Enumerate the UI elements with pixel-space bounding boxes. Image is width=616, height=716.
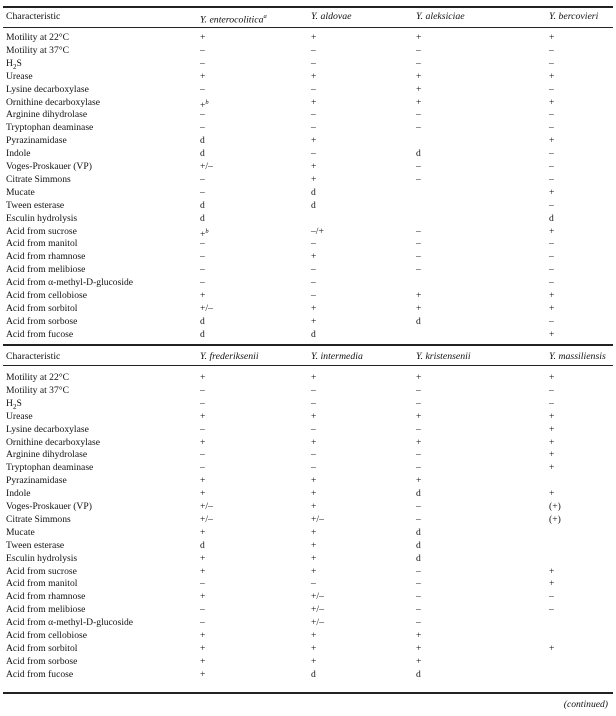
cell-species-3: – [416, 161, 421, 172]
table-row [0, 590, 616, 603]
table-row [0, 642, 616, 655]
table-row [0, 276, 616, 289]
cell-species-2: – [311, 578, 316, 590]
cell-species-4: – [549, 315, 554, 327]
cell-species-4: + [549, 302, 555, 314]
table-row [0, 70, 616, 83]
header-species-2: Y. aldovae [311, 11, 352, 22]
row-label: Acid from sucrose [6, 565, 77, 577]
cell-species-4: + [549, 423, 555, 435]
header-species-1: Y. frederiksenii [200, 351, 259, 362]
cell-species-2: + [311, 436, 317, 448]
cell-species-1: – [200, 186, 205, 198]
cell-species-4: + [549, 70, 555, 82]
header-rule-2 [3, 365, 613, 366]
header-species-1: Y. enterocolitica$^a$ [200, 13, 267, 26]
cell-species-3: + [416, 290, 422, 301]
row-label: Ornithine decarboxylase [6, 436, 101, 448]
cell-species-2: – [311, 449, 316, 461]
row-label: Esculin hydrolysis [6, 552, 78, 564]
row-label: Acid from rhamnose [6, 251, 86, 263]
cell-species-3: + [416, 655, 422, 667]
cell-species-2: – [311, 44, 316, 56]
cell-species-2: + [311, 135, 317, 147]
header-species-4: Y. bercovieri [549, 11, 599, 22]
table-row [0, 160, 616, 173]
cell-species-4: – [549, 264, 554, 276]
cell-species-2: – [311, 384, 316, 396]
table-row [0, 474, 616, 487]
table-row [0, 212, 616, 225]
cell-species-4: – [549, 44, 554, 56]
cell-species-1: + [200, 475, 206, 487]
cell-species-4: – [549, 109, 554, 121]
row-label: Acid from sorbose [6, 315, 78, 327]
cell-species-3: – [416, 423, 421, 435]
cell-species-3: – [416, 513, 421, 525]
header-row [0, 10, 616, 26]
cell-species-3: + [416, 302, 422, 314]
table-row [0, 526, 616, 539]
header-characteristic: Characteristic [6, 351, 61, 362]
table-row [0, 461, 616, 474]
row-label: Acid from manitol [6, 238, 78, 250]
row-label: Pyrazinamidase [6, 475, 67, 487]
row-label: Arginine dihydrolase [6, 449, 88, 461]
cell-species-2: + [311, 173, 317, 185]
cell-species-4: – [549, 122, 554, 134]
cell-species-4: – [549, 238, 554, 250]
cell-species-2: – [311, 423, 316, 435]
table-row [0, 302, 616, 315]
top-rule [3, 6, 613, 8]
table-row [0, 263, 616, 276]
row-label: Acid from fucose [6, 668, 74, 680]
cell-species-4: – [549, 604, 554, 616]
table-row [0, 436, 616, 449]
cell-species-1: + [200, 642, 206, 654]
cell-species-1: + [200, 436, 206, 448]
cell-species-2: + [311, 642, 317, 654]
header-species-3: Y. aleksiciae [416, 11, 465, 22]
cell-species-3: – [416, 238, 421, 250]
table-row [0, 315, 616, 328]
cell-species-2: – [311, 57, 316, 69]
cell-species-2: +/– [311, 591, 324, 603]
cell-species-1: + [200, 488, 206, 500]
cell-species-1: d [200, 199, 205, 211]
cell-species-1: – [200, 251, 205, 263]
table-row [0, 31, 616, 44]
cell-species-1: d [200, 135, 205, 147]
cell-species-4: d [549, 212, 554, 224]
row-label: Motility at 22°C [6, 372, 70, 383]
cell-species-3: – [416, 264, 421, 276]
cell-species-4: – [549, 148, 554, 160]
row-label: Acid from manitol [6, 578, 78, 590]
cell-species-2: – [311, 148, 316, 160]
cell-species-3: – [416, 449, 421, 461]
cell-species-2: + [311, 251, 317, 263]
cell-species-2: + [311, 526, 317, 538]
row-label: Acid from α-methyl-D-glucoside [6, 277, 134, 289]
table-row [0, 603, 616, 616]
table-row [0, 57, 616, 70]
row-label: Motility at 37°C [6, 44, 70, 56]
cell-species-1: + [200, 290, 206, 301]
cell-species-1: +/– [200, 513, 213, 525]
row-label: $H_2S$ [6, 397, 22, 411]
cell-species-3: – [416, 501, 421, 512]
table-row [0, 384, 616, 397]
cell-species-2: + [311, 161, 317, 172]
cell-species-1: + [200, 70, 206, 82]
cell-species-2: – [311, 290, 316, 301]
cell-species-4: – [549, 57, 554, 69]
cell-species-4: + [549, 290, 555, 301]
cell-species-3: d [416, 148, 421, 160]
cell-species-1: d [200, 212, 205, 224]
cell-species-2: + [311, 501, 317, 512]
table-row [0, 237, 616, 250]
table-row [0, 616, 616, 629]
cell-species-3: – [416, 251, 421, 263]
cell-species-3: d [416, 315, 421, 327]
cell-species-1: – [200, 83, 205, 95]
row-label: Acid from fucose [6, 328, 74, 340]
cell-species-4: + [549, 410, 555, 422]
cell-species-1: d [200, 328, 205, 340]
header-species-3: Y. kristensenii [416, 351, 471, 362]
cell-species-1: d [200, 539, 205, 551]
header-species-2: Y. intermedia [311, 351, 363, 362]
cell-species-2: –/+ [311, 225, 324, 237]
table-row [0, 500, 616, 513]
row-label: Acid from melibiose [6, 604, 86, 616]
cell-species-1: +$^b$ [200, 98, 209, 111]
cell-species-3: + [416, 630, 422, 641]
cell-species-1: – [200, 109, 205, 121]
row-label: Citrate Simmons [6, 513, 71, 525]
cell-species-1: + [200, 565, 206, 577]
row-label: Tween esterase [6, 539, 65, 551]
cell-species-4: + [549, 488, 555, 500]
cell-species-3: – [416, 109, 421, 121]
table-row [0, 552, 616, 565]
cell-species-1: +$^b$ [200, 227, 209, 240]
row-label: Acid from sorbitol [6, 642, 78, 654]
cell-species-4: + [549, 372, 555, 383]
cell-species-4: – [549, 591, 554, 603]
cell-species-4: – [549, 83, 554, 95]
row-label: Arginine dihydrolase [6, 109, 88, 121]
cell-species-4: + [549, 32, 555, 43]
row-label: Motility at 37°C [6, 384, 70, 396]
header-species-4: Y. massiliensis [549, 351, 606, 362]
cell-species-3: – [416, 57, 421, 69]
cell-species-1: + [200, 552, 206, 564]
cell-species-1: – [200, 578, 205, 590]
cell-species-2: + [311, 32, 317, 43]
cell-species-4: – [549, 161, 554, 172]
cell-species-1: – [200, 173, 205, 185]
cell-species-1: – [200, 604, 205, 616]
cell-species-4: – [549, 397, 554, 409]
cell-species-4: – [549, 251, 554, 263]
header-characteristic: Characteristic [6, 11, 61, 22]
cell-species-3: + [416, 475, 422, 487]
cell-species-1: – [200, 122, 205, 134]
cell-species-4: – [549, 199, 554, 211]
cell-species-4: – [549, 277, 554, 289]
cell-species-3: – [416, 591, 421, 603]
cell-species-4: + [549, 462, 555, 474]
row-label: Acid from α-methyl-D-glucoside [6, 617, 134, 629]
bottom-rule [3, 692, 613, 694]
cell-species-2: +/– [311, 617, 324, 629]
table-row [0, 487, 616, 500]
cell-species-4: + [549, 328, 555, 340]
cell-species-1: – [200, 462, 205, 474]
row-label: Citrate Simmons [6, 173, 71, 185]
table-row [0, 44, 616, 57]
cell-species-1: + [200, 32, 206, 43]
table-row [0, 448, 616, 461]
cell-species-2: d [311, 186, 316, 198]
cell-species-1: +/– [200, 302, 213, 314]
cell-species-2: + [311, 372, 317, 383]
cell-species-2: +/– [311, 513, 324, 525]
cell-species-4: + [549, 642, 555, 654]
cell-species-1: – [200, 617, 205, 629]
cell-species-3: + [416, 70, 422, 82]
row-label: Lysine decarboxylase [6, 83, 89, 95]
table-row [0, 289, 616, 302]
cell-species-2: + [311, 410, 317, 422]
table-row [0, 225, 616, 238]
cell-species-1: + [200, 630, 206, 641]
table-row [0, 121, 616, 134]
cell-species-3: d [416, 539, 421, 551]
row-label: Acid from sorbose [6, 655, 78, 667]
cell-species-3: – [416, 565, 421, 577]
cell-species-3: – [416, 462, 421, 474]
cell-species-3: + [416, 436, 422, 448]
cell-species-4: (+) [549, 513, 561, 525]
row-label: Tryptophan deaminase [6, 462, 94, 474]
row-label: Acid from sucrose [6, 225, 77, 237]
table-row [0, 539, 616, 552]
cell-species-2: – [311, 264, 316, 276]
cell-species-2: + [311, 96, 317, 108]
cell-species-2: + [311, 70, 317, 82]
table-row [0, 629, 616, 642]
table-row [0, 108, 616, 121]
cell-species-3: + [416, 372, 422, 383]
cell-species-3: – [416, 44, 421, 56]
cell-species-3: + [416, 410, 422, 422]
table-row [0, 668, 616, 681]
cell-species-3: + [416, 642, 422, 654]
cell-species-4: (+) [549, 501, 561, 512]
row-label: Mucate [6, 526, 35, 538]
cell-species-4: – [549, 384, 554, 396]
row-label: Pyrazinamidase [6, 135, 67, 147]
row-label: Acid from melibiose [6, 264, 86, 276]
cell-species-4: + [549, 436, 555, 448]
cell-species-3: + [416, 32, 422, 43]
row-label: Mucate [6, 186, 35, 198]
cell-species-4: – [549, 173, 554, 185]
cell-species-3: – [416, 397, 421, 409]
cell-species-3: + [416, 96, 422, 108]
cell-species-2: + [311, 302, 317, 314]
cell-species-1: + [200, 655, 206, 667]
cell-species-4: + [549, 96, 555, 108]
cell-species-1: + [200, 591, 206, 603]
row-label: Urease [6, 70, 33, 82]
cell-species-3: – [416, 604, 421, 616]
cell-species-2: – [311, 122, 316, 134]
table-row [0, 186, 616, 199]
cell-species-1: + [200, 668, 206, 680]
cell-species-1: – [200, 449, 205, 461]
table-row [0, 423, 616, 436]
row-label: Indole [6, 488, 31, 500]
cell-species-3: – [416, 578, 421, 590]
cell-species-1: – [200, 423, 205, 435]
cell-species-2: – [311, 397, 316, 409]
table-row [0, 655, 616, 668]
cell-species-1: +/– [200, 161, 213, 172]
row-label: Ornithine decarboxylase [6, 96, 101, 108]
cell-species-2: + [311, 630, 317, 641]
row-label: Urease [6, 410, 33, 422]
table-row [0, 328, 616, 341]
row-label: Acid from sorbitol [6, 302, 78, 314]
row-label: Motility at 22°C [6, 32, 70, 43]
cell-species-2: d [311, 328, 316, 340]
header-rule-1 [3, 27, 613, 28]
cell-species-3: – [416, 225, 421, 237]
table-row [0, 96, 616, 109]
cell-species-2: + [311, 475, 317, 487]
cell-species-3: – [416, 384, 421, 396]
row-label: $H_2S$ [6, 57, 22, 71]
row-label: Indole [6, 148, 31, 160]
cell-species-4: + [549, 135, 555, 147]
cell-species-3: d [416, 488, 421, 500]
cell-species-2: + [311, 315, 317, 327]
cell-species-1: +/– [200, 501, 213, 512]
row-label: Lysine decarboxylase [6, 423, 89, 435]
cell-species-4: + [549, 565, 555, 577]
cell-species-2: + [311, 565, 317, 577]
cell-species-3: – [416, 122, 421, 134]
cell-species-2: +/– [311, 604, 324, 616]
table-row [0, 250, 616, 263]
table-row [0, 173, 616, 186]
section-divider [3, 344, 613, 346]
cell-species-1: – [200, 44, 205, 56]
cell-species-1: – [200, 238, 205, 250]
cell-species-2: – [311, 277, 316, 289]
cell-species-3: d [416, 668, 421, 680]
cell-species-1: + [200, 372, 206, 383]
cell-species-1: – [200, 57, 205, 69]
row-label: Tryptophan deaminase [6, 122, 94, 134]
table-row [0, 83, 616, 96]
cell-species-4: + [549, 449, 555, 461]
row-label: Acid from cellobiose [6, 630, 87, 641]
cell-species-2: – [311, 109, 316, 121]
continued-note: (continued) [563, 699, 608, 710]
row-label: Acid from rhamnose [6, 591, 86, 603]
cell-species-2: + [311, 552, 317, 564]
header-row [0, 350, 616, 363]
table-row [0, 371, 616, 384]
cell-species-1: – [200, 397, 205, 409]
row-label: Esculin hydrolysis [6, 212, 78, 224]
cell-species-2: – [311, 462, 316, 474]
cell-species-2: d [311, 668, 316, 680]
cell-species-1: – [200, 277, 205, 289]
table-row [0, 147, 616, 160]
cell-species-3: – [416, 617, 421, 629]
cell-species-1: d [200, 148, 205, 160]
row-label: Voges-Proskauer (VP) [6, 161, 92, 172]
row-label: Voges-Proskauer (VP) [6, 501, 92, 512]
cell-species-1: + [200, 410, 206, 422]
table-row [0, 513, 616, 526]
cell-species-1: d [200, 315, 205, 327]
cell-species-1: + [200, 526, 206, 538]
row-label: Acid from cellobiose [6, 290, 87, 301]
cell-species-3: d [416, 526, 421, 538]
table-row [0, 565, 616, 578]
cell-species-2: d [311, 199, 316, 211]
cell-species-2: + [311, 539, 317, 551]
row-label: Tween esterase [6, 199, 65, 211]
cell-species-2: + [311, 655, 317, 667]
cell-species-1: – [200, 384, 205, 396]
cell-species-2: – [311, 238, 316, 250]
cell-species-2: – [311, 83, 316, 95]
table-row [0, 199, 616, 212]
table-row [0, 397, 616, 410]
cell-species-2: + [311, 488, 317, 500]
cell-species-1: – [200, 264, 205, 276]
cell-species-3: d [416, 552, 421, 564]
cell-species-3: + [416, 83, 422, 95]
table-row [0, 577, 616, 590]
table-row [0, 134, 616, 147]
cell-species-4: + [549, 578, 555, 590]
table-row [0, 410, 616, 423]
cell-species-4: + [549, 225, 555, 237]
cell-species-4: + [549, 186, 555, 198]
cell-species-3: – [416, 173, 421, 185]
